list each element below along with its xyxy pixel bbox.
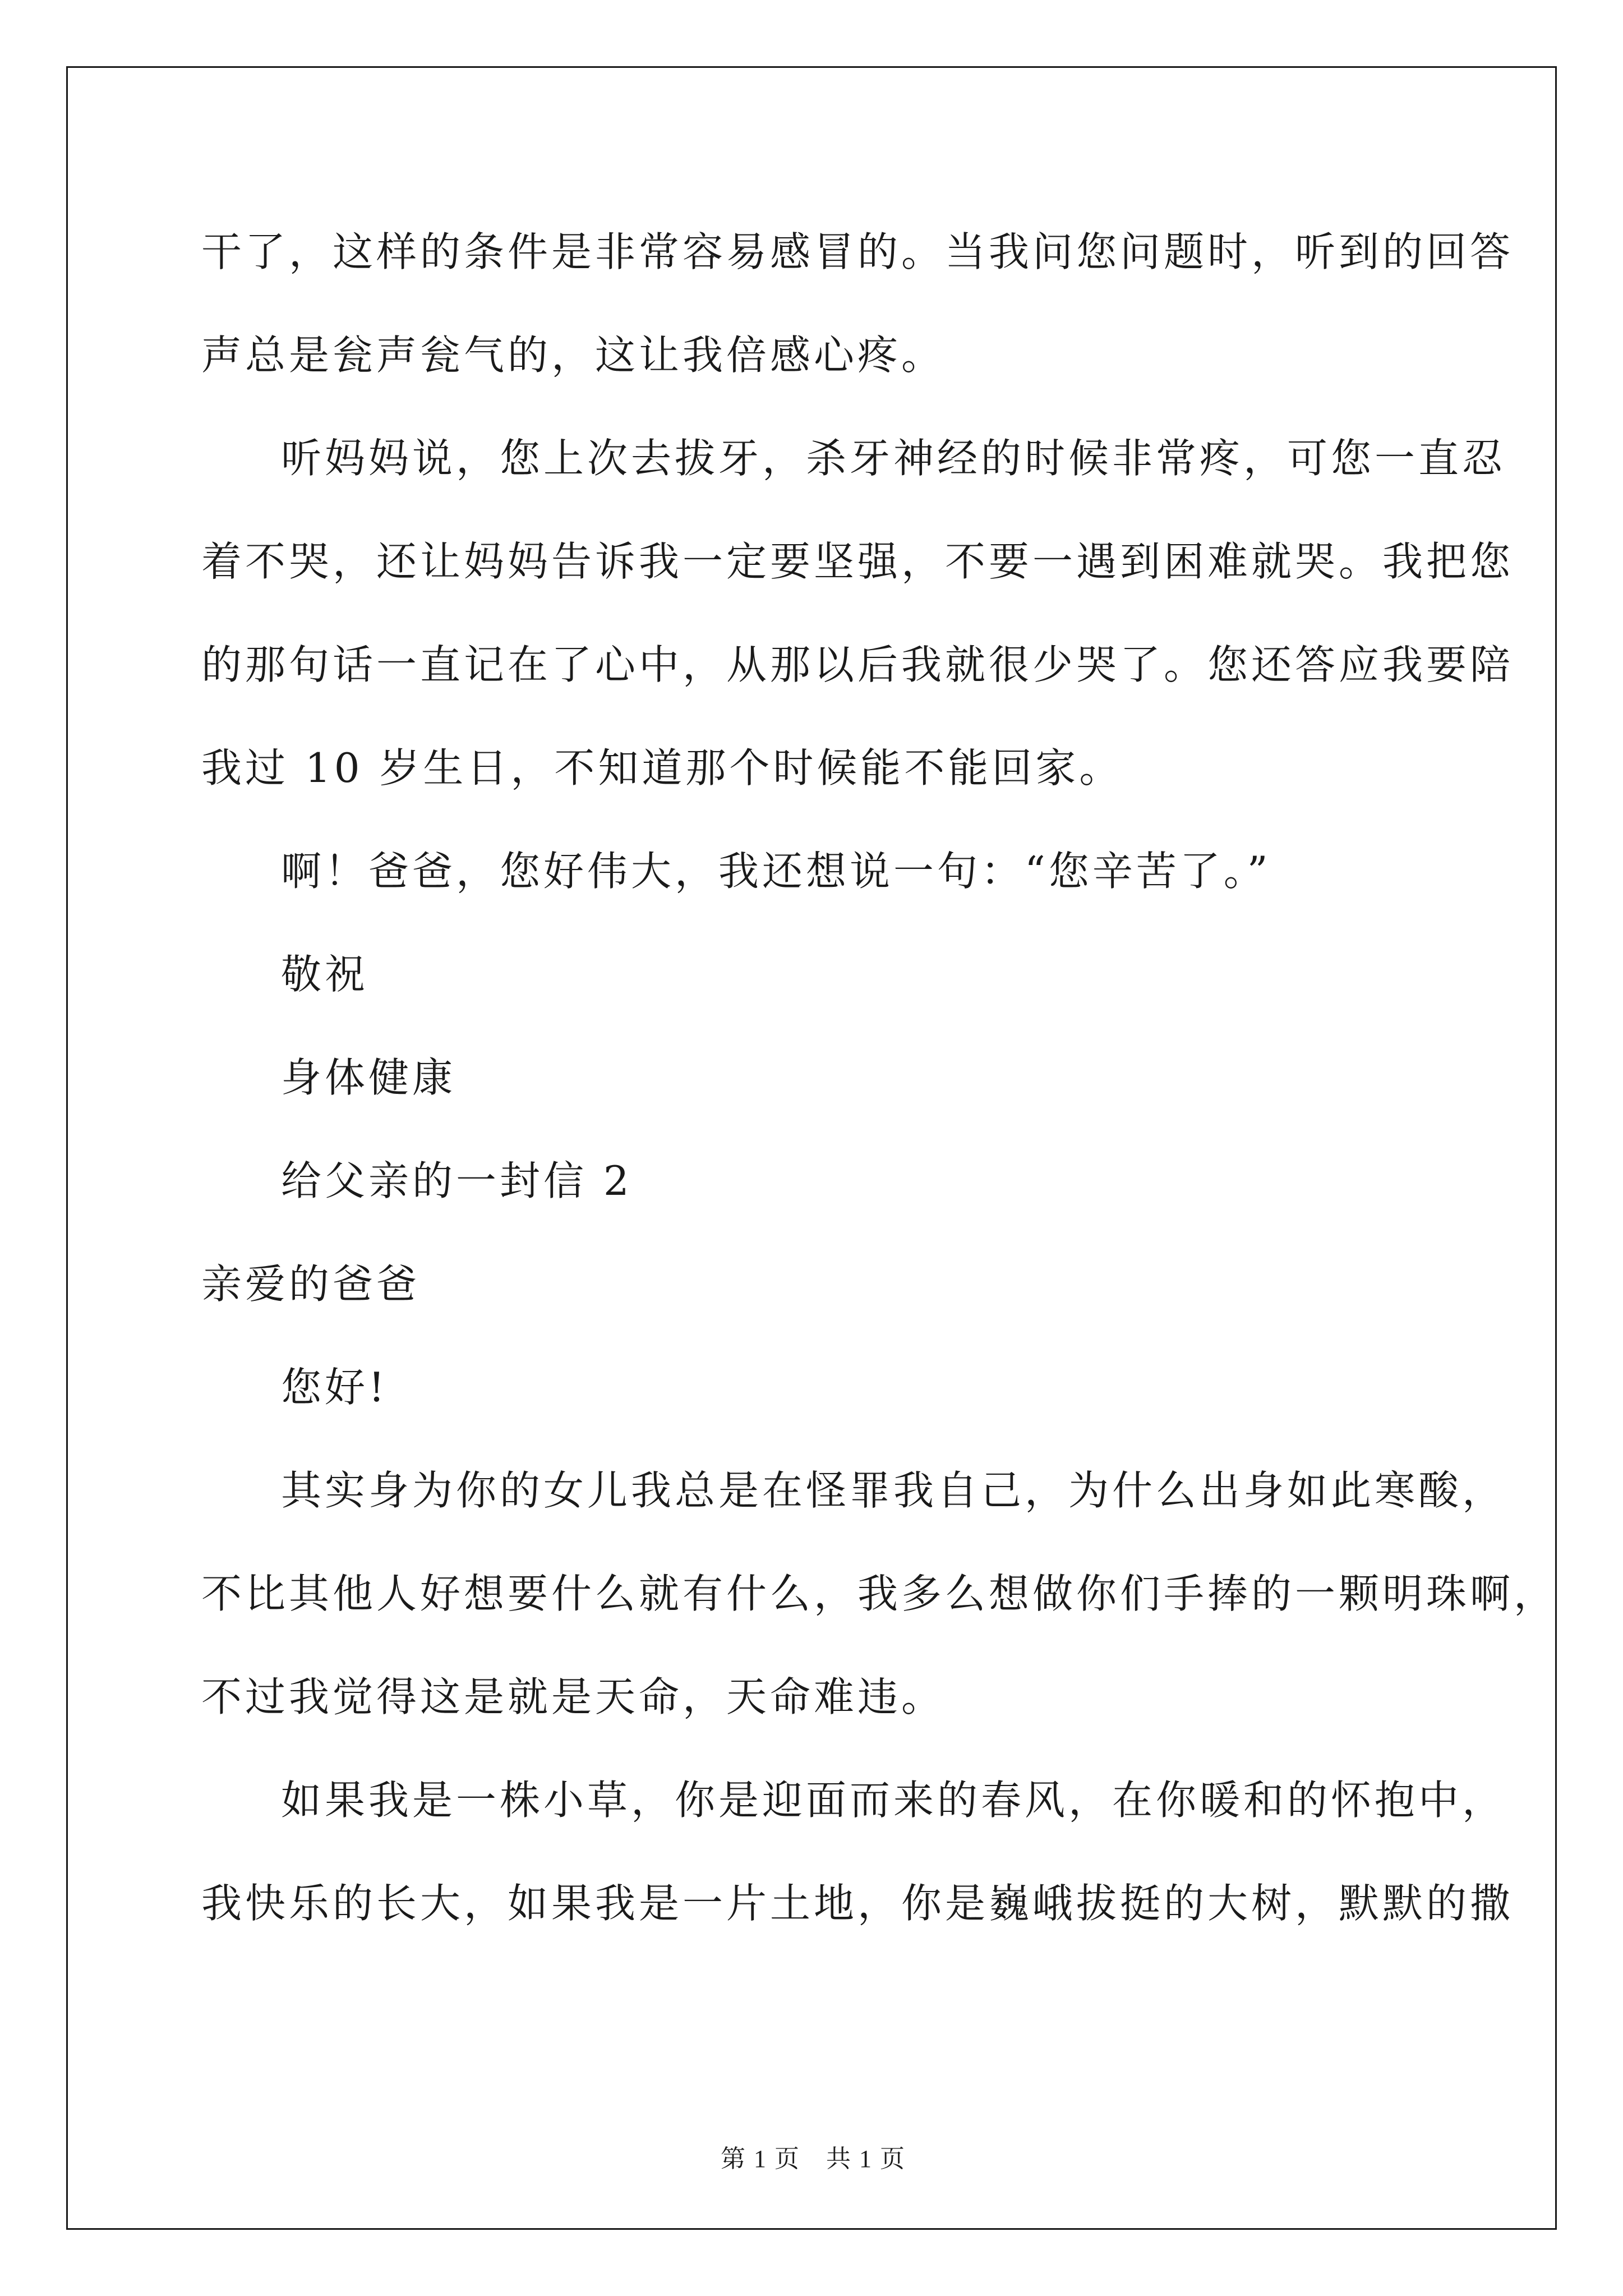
closing-wish: 身体健康 — [281, 1054, 457, 1101]
closing-salutation: 敬祝 — [281, 951, 369, 998]
text-line: 不比其他人好想要什么就有什么，我多么想做你们手捧的一颗明珠啊， — [201, 1570, 1558, 1617]
text-line: 其实身为你的女儿我总是在怪罪我自己，为什么出身如此寒酸， — [281, 1467, 1506, 1514]
text-line: 我过 10 岁生日，不知道那个时候能不能回家。 — [201, 744, 1123, 792]
text-line: 如果我是一株小草，你是迎面而来的春风，在你暖和的怀抱中， — [281, 1777, 1506, 1824]
greeting: 亲爱的爸爸 — [201, 1260, 421, 1308]
page-footer: 第 1 页 共 1 页 — [721, 2145, 906, 2173]
text-line: 听妈妈说，您上次去拔牙，杀牙神经的时候非常疼，可您一直忍 — [281, 435, 1506, 482]
text-line: 的那句话一直记在了心中，从那以后我就很少哭了。您还答应我要陪 — [201, 641, 1514, 688]
text-line: 啊！爸爸，您好伟大，我还想说一句：“您辛苦了。” — [281, 848, 1271, 895]
text-line: 不过我觉得这是就是天命，天命难违。 — [201, 1673, 946, 1720]
text-line: 着不哭，还让妈妈告诉我一定要坚强，不要一遇到困难就哭。我把您 — [201, 538, 1514, 585]
text-line: 干了，这样的条件是非常容易感冒的。当我问您问题时，听到的回答 — [201, 228, 1514, 275]
greeting-line: 您好! — [281, 1364, 388, 1411]
letter-title: 给父亲的一封信 2 — [281, 1157, 633, 1204]
text-line: 我快乐的长大，如果我是一片土地，你是巍峨拔挺的大树，默默的撒 — [201, 1880, 1514, 1927]
text-line: 声总是瓮声瓮气的，这让我倍感心疼。 — [201, 332, 946, 379]
page-frame — [66, 66, 1557, 2230]
